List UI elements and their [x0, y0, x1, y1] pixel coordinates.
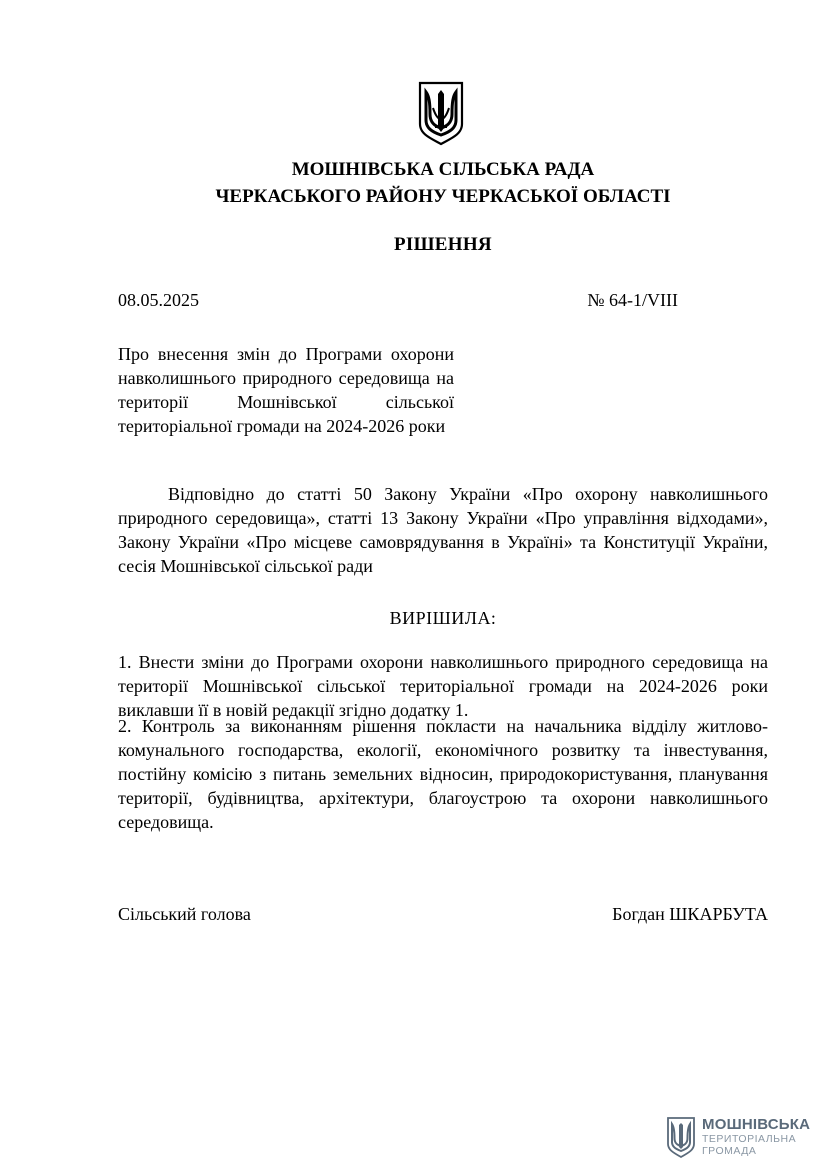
- organization-line-1: МОШНІВСЬКА СІЛЬСЬКА РАДА: [291, 159, 595, 180]
- preamble-paragraph: Відповідно до статті 50 Закону України «Про охорону навколишнього природного середовища», статті 13 Закону України «Про управління відходами», Закону України «Про місцеве самоврядування в Україні» та Конституції України, сесія Мошнівської сільської ради: [118, 484, 768, 576]
- trident-emblem-icon: [666, 1116, 696, 1158]
- signatory-position: Сільський голова: [118, 904, 251, 924]
- signatory-name: Богдан ШКАРБУТА: [612, 904, 768, 924]
- decision-item-1: 1. Внести зміни до Програми охорони навколишнього природного середовища на території Мошнівської сільської територіальної громади на 2024-2026 роки виклавши її в новій редакції згідно додатку 1.: [118, 652, 768, 720]
- decided-heading: ВИРІШИЛА:: [389, 608, 497, 628]
- document-subject: Про внесення змін до Програми охорони навколишнього природного середовища на території Мошнівської сільської територіальної громади на 2024-2026 роки: [118, 344, 454, 436]
- document-date: 08.05.2025: [118, 290, 199, 310]
- watermark-line-1: МОШНІВСЬКА: [702, 1116, 811, 1133]
- decision-item-2: 2. Контроль за виконанням рішення покласти на начальника відділу житлово-комунального господарства, екології, економічного розвитку та інвестування, постійну комісію з питань земельних відносин, природокористування, планування території, будівництва, архітектури, благоустрою та охорони навколишнього середовища.: [118, 716, 768, 832]
- watermark-line-3: ГРОМАДА: [702, 1145, 757, 1157]
- watermark-line-2: ТЕРИТОРІАЛЬНА: [702, 1133, 797, 1145]
- document-type: РІШЕННЯ: [394, 234, 492, 255]
- document-number: № 64-1/VIII: [587, 290, 678, 310]
- trident-emblem-icon: [416, 80, 466, 146]
- organization-name: [120, 156, 766, 210]
- community-watermark: [666, 1116, 816, 1160]
- organization-line-2: ЧЕРКАСЬКОГО РАЙОНУ ЧЕРКАСЬКОЇ ОБЛАСТІ: [215, 186, 671, 207]
